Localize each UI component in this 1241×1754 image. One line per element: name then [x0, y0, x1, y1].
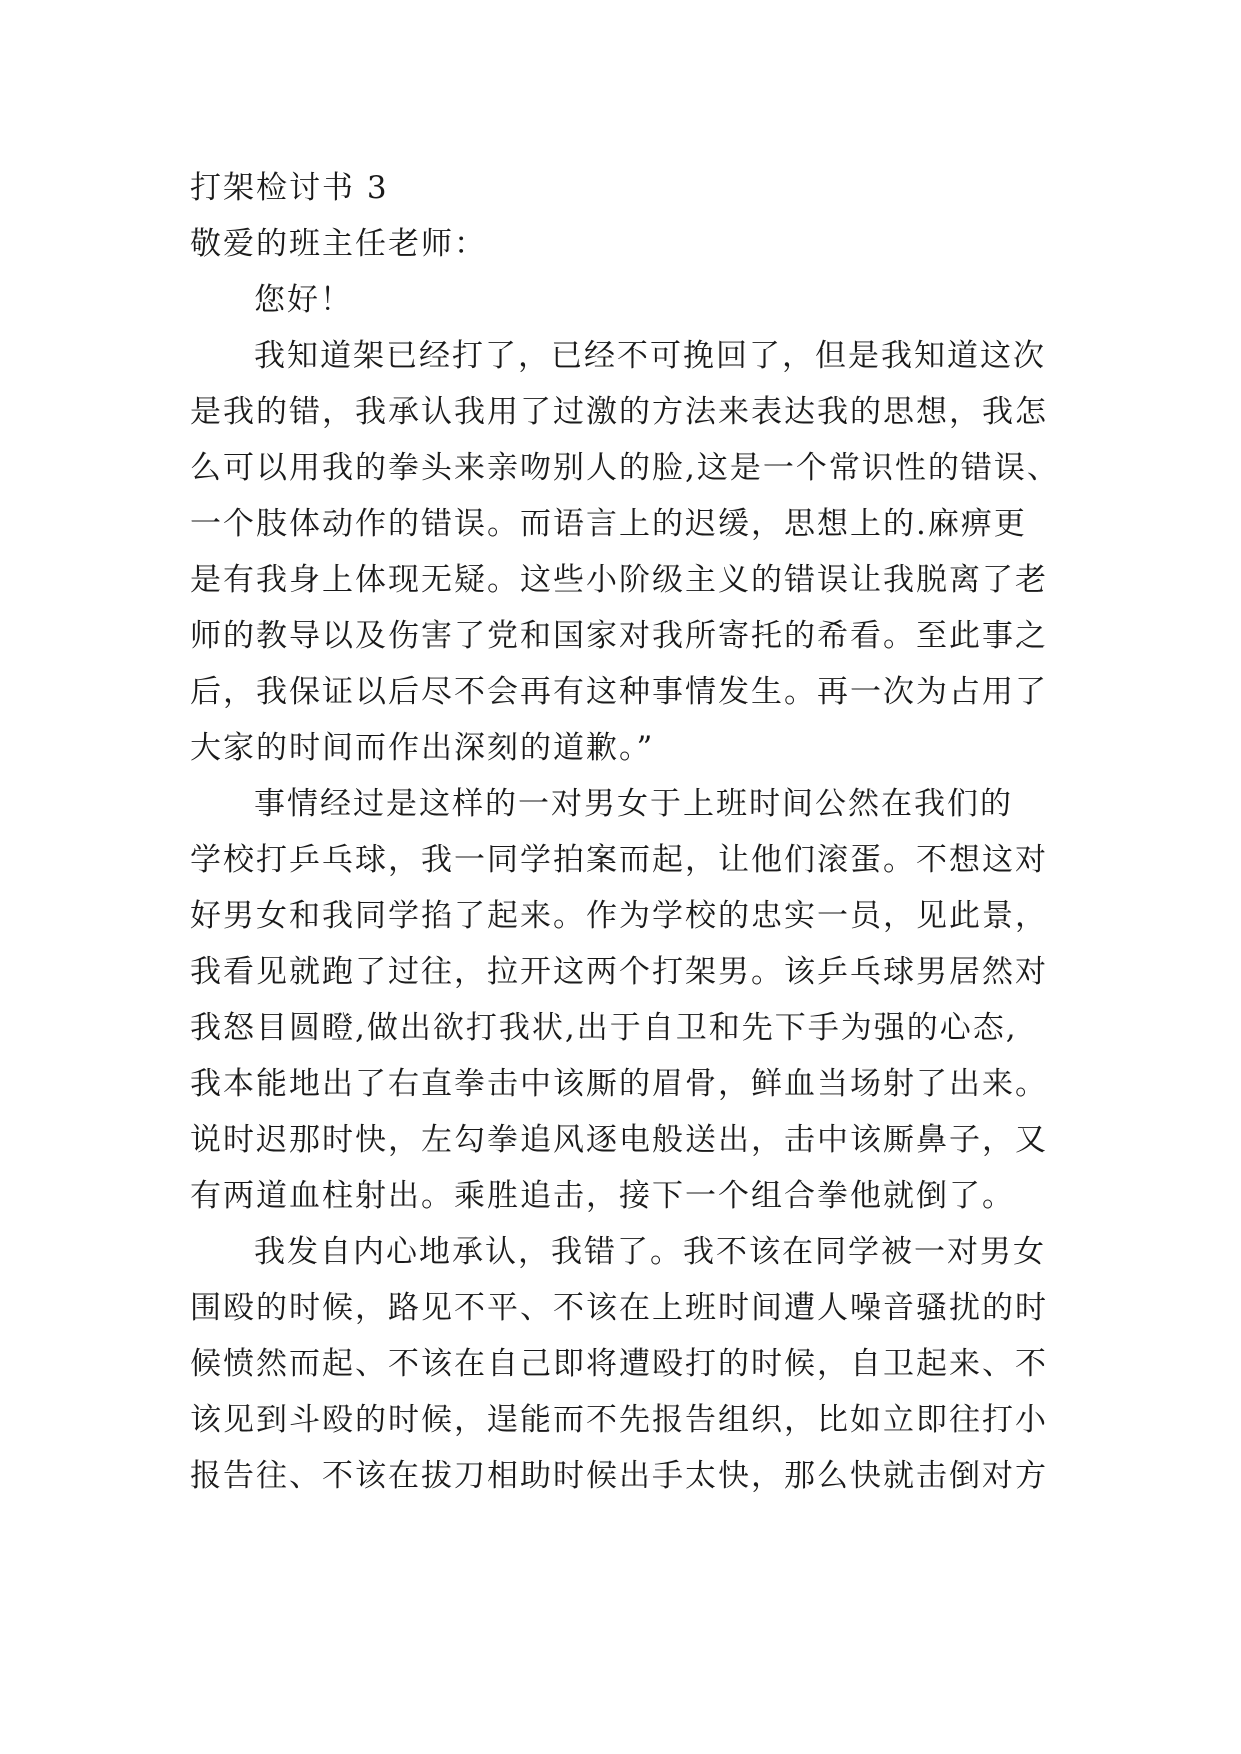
paragraph-line: 我发自内心地承认，我错了。我不该在同学被一对男女	[254, 1234, 1046, 1270]
paragraph-line: 该见到斗殴的时候，逞能而不先报告组织，比如立即往打小	[190, 1402, 1048, 1438]
paragraph-line: 好男女和我同学掐了起来。作为学校的忠实一员，见此景，	[190, 898, 1048, 934]
paragraph-line: 我本能地出了右直拳击中该厮的眉骨，鲜血当场射了出来。	[190, 1066, 1048, 1102]
paragraph-line: 我看见就跑了过往，拉开这两个打架男。该乒乓球男居然对	[190, 954, 1048, 990]
paragraph-line: 是有我身上体现无疑。这些小阶级主义的错误让我脱离了老	[190, 562, 1048, 598]
paragraph-line: 学校打乒乓球，我一同学拍案而起，让他们滚蛋。不想这对	[190, 842, 1048, 878]
paragraph-line: 说时迟那时快，左勾拳追风逐电般送出，击中该厮鼻子，又	[190, 1122, 1048, 1158]
paragraph-line: 一个肢体动作的错误。而语言上的迟缓，思想上的.麻痹更	[190, 506, 1027, 542]
paragraph-line: 我怒目圆瞪,做出欲打我状,出于自卫和先下手为强的心态,	[190, 1010, 1018, 1046]
paragraph-3	[190, 1224, 1070, 1504]
document-title: 打架检讨书 3	[190, 170, 389, 206]
paragraph-line: 大家的时间而作出深刻的道歉。”	[190, 730, 655, 766]
paragraph-line: 围殴的时候，路见不平、不该在上班时间遭人噪音骚扰的时	[190, 1290, 1048, 1326]
paragraph-line: 么可以用我的拳头来亲吻别人的脸,这是一个常识性的错误、	[190, 450, 1060, 486]
paragraph-line: 有两道血柱射出。乘胜追击，接下一个组合拳他就倒了。	[190, 1178, 1015, 1214]
paragraph-line: 报告往、不该在拔刀相助时候出手太快，那么快就击倒对方	[190, 1458, 1048, 1494]
paragraph-line: 师的教导以及伤害了党和国家对我所寄托的希看。至此事之	[190, 618, 1048, 654]
paragraph-line: 后，我保证以后尽不会再有这种事情发生。再一次为占用了	[190, 674, 1048, 710]
paragraph-2	[190, 776, 1070, 1224]
paragraph-line: 候愤然而起、不该在自己即将遭殴打的时候，自卫起来、不	[190, 1346, 1048, 1382]
document-body	[190, 160, 1070, 1504]
paragraph-line: 事情经过是这样的一对男女于上班时间公然在我们的	[254, 786, 1013, 822]
paragraph-line: 我知道架已经打了，已经不可挽回了，但是我知道这次	[254, 338, 1046, 374]
greeting: 您好！	[254, 282, 353, 318]
paragraph-1	[190, 328, 1070, 776]
paragraph-line: 是我的错，我承认我用了过激的方法来表达我的思想，我怎	[190, 394, 1048, 430]
salutation: 敬爱的班主任老师：	[190, 226, 487, 262]
